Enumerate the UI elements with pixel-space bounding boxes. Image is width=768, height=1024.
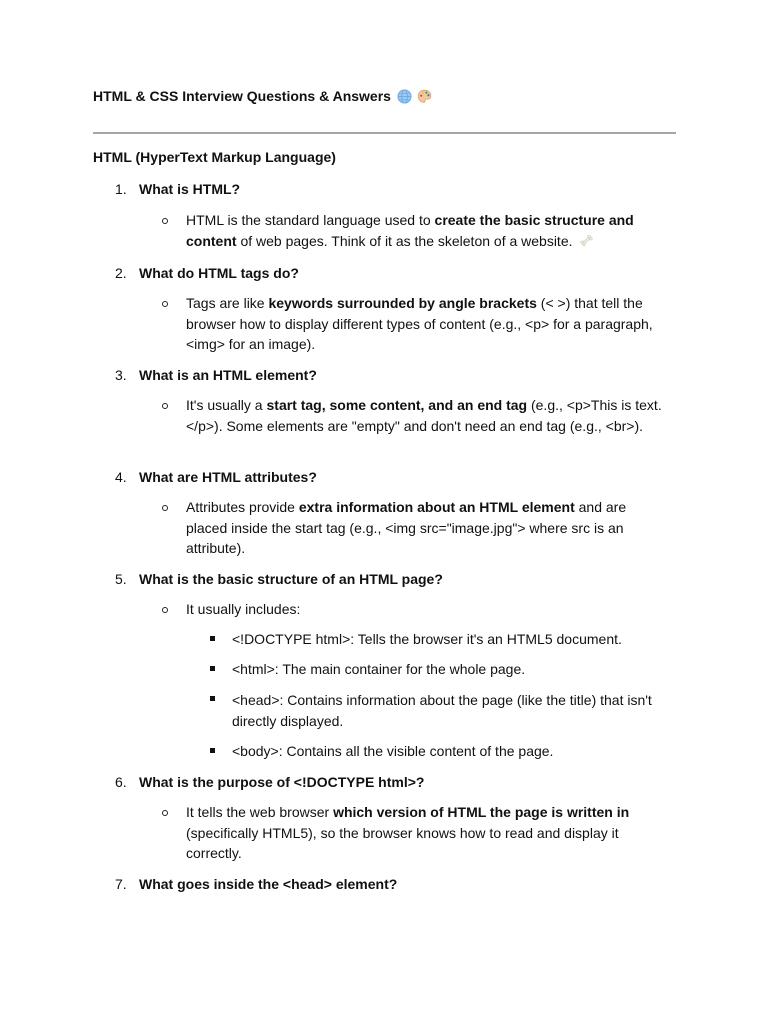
answer-4: Attributes provide extra information about an HTML element and are placed inside the start tag (e.g., <img src="image.jpg"> where src is an attribute). xyxy=(186,499,627,557)
circle-bullet-icon xyxy=(162,301,168,307)
question-1 xyxy=(115,181,240,197)
answer-5: It usually includes: xyxy=(186,601,301,617)
question-6 xyxy=(115,774,424,790)
structure-item: <body>: Contains all the visible content of the page. xyxy=(232,743,554,759)
question-number: 6. xyxy=(115,774,127,790)
question-number: 1. xyxy=(115,181,127,197)
question-5 xyxy=(115,571,443,587)
bone-emoji-icon xyxy=(579,233,594,248)
circle-bullet-icon xyxy=(162,218,168,224)
globe-emoji-icon xyxy=(397,89,412,104)
circle-bullet-icon xyxy=(162,403,168,409)
question-number: 4. xyxy=(115,469,127,485)
question-number: 7. xyxy=(115,876,127,892)
question-number: 5. xyxy=(115,571,127,587)
circle-bullet-icon xyxy=(162,505,168,511)
question-text: What goes inside the <head> element? xyxy=(139,876,398,892)
question-number: 2. xyxy=(115,265,127,281)
answer-2: Tags are like keywords surrounded by angle brackets (< >) that tell the browser how to display different types of content (e.g., <p> for a paragraph, <img> for an image). xyxy=(186,295,653,353)
square-bullet-icon xyxy=(210,636,215,641)
horizontal-divider xyxy=(93,132,676,134)
question-4 xyxy=(115,469,317,485)
question-text: What is the basic structure of an HTML page? xyxy=(139,571,443,587)
circle-bullet-icon xyxy=(162,810,168,816)
section-heading: HTML (HyperText Markup Language) xyxy=(93,149,336,165)
question-text: What do HTML tags do? xyxy=(139,265,299,281)
structure-item: <!DOCTYPE html>: Tells the browser it's an HTML5 document. xyxy=(232,631,622,647)
question-2 xyxy=(115,265,299,281)
square-bullet-icon xyxy=(210,696,215,701)
question-7 xyxy=(115,876,397,892)
question-text: What is an HTML element? xyxy=(139,367,317,383)
answer-1: HTML is the standard language used to create the basic structure and content of web pages. Think of it as the skeleton of a website. xyxy=(186,212,634,249)
square-bullet-icon xyxy=(210,748,215,753)
structure-item: <head>: Contains information about the page (like the title) that isn't directly displayed. xyxy=(232,692,652,729)
question-text: What is the purpose of <!DOCTYPE html>? xyxy=(139,774,425,790)
document-title xyxy=(93,88,432,104)
title-text: HTML & CSS Interview Questions & Answers xyxy=(93,88,391,104)
question-text: What are HTML attributes? xyxy=(139,469,317,485)
question-text: What is HTML? xyxy=(139,181,241,197)
question-number: 3. xyxy=(115,367,127,383)
square-bullet-icon xyxy=(210,666,215,671)
structure-item: <html>: The main container for the whole page. xyxy=(232,661,526,677)
answer-3: It's usually a start tag, some content, and an end tag (e.g., <p>This is text.</p>). Some elements are "empty" and don't need an end tag (e.g., <br>). xyxy=(186,397,662,434)
palette-emoji-icon xyxy=(417,89,432,104)
question-3 xyxy=(115,367,317,383)
circle-bullet-icon xyxy=(162,607,168,613)
answer-6: It tells the web browser which version of HTML the page is written in (specifically HTML5), so the browser knows how to read and display it correctly. xyxy=(186,804,630,862)
